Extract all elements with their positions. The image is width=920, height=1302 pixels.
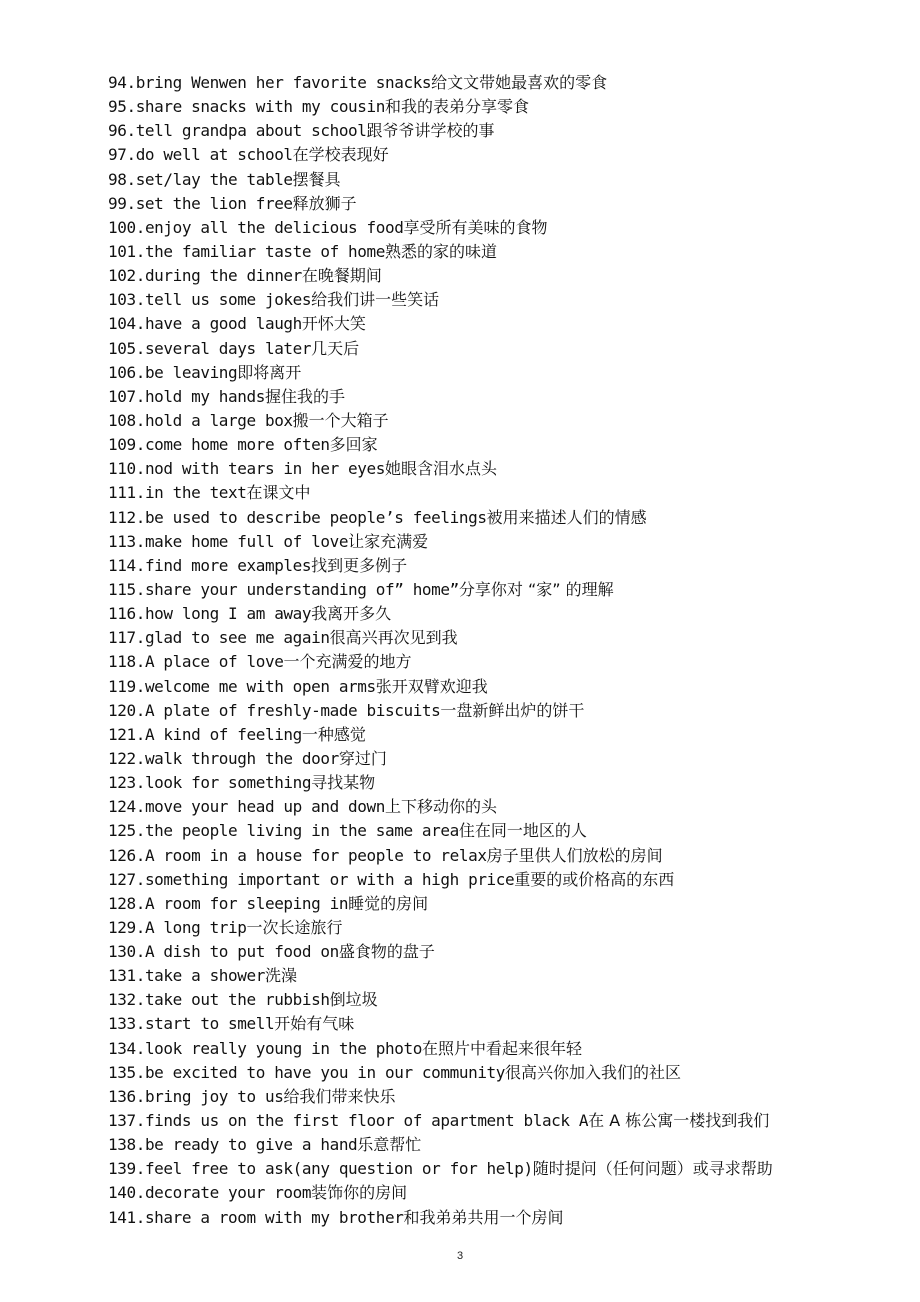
english-phrase: A kind of feeling — [144, 724, 302, 744]
item-number: 99. — [108, 193, 136, 213]
list-item — [108, 988, 868, 1012]
item-number: 115. — [108, 579, 145, 599]
item-number: 101. — [108, 241, 145, 261]
english-phrase: walk through the door — [144, 748, 339, 768]
english-phrase: something important or with a high price — [144, 869, 515, 889]
item-number: 104. — [108, 314, 145, 334]
chinese-translation: 住在同一地区的人 — [458, 821, 587, 841]
english-phrase: look really young in the photo — [144, 1038, 422, 1058]
chinese-translation: 在晚餐期间 — [301, 266, 382, 286]
item-number: 121. — [108, 724, 145, 744]
chinese-translation: 穿过门 — [338, 748, 387, 768]
list-item — [108, 1157, 868, 1181]
item-number: 96. — [108, 121, 136, 141]
item-number: 132. — [108, 990, 145, 1010]
chinese-translation: 寻找某物 — [311, 773, 376, 793]
chinese-translation: 乐意帮忙 — [357, 1135, 422, 1155]
chinese-translation: 洗澡 — [264, 966, 297, 986]
list-item — [108, 892, 868, 916]
item-number: 102. — [108, 266, 145, 286]
english-phrase: share a room with my brother — [144, 1207, 404, 1227]
list-item — [108, 554, 868, 578]
chinese-translation: 装饰你的房间 — [311, 1183, 408, 1203]
item-number: 126. — [108, 845, 145, 865]
item-number: 106. — [108, 362, 145, 382]
english-phrase: tell us some jokes — [144, 290, 312, 310]
chinese-translation: 盛食物的盘子 — [338, 942, 435, 962]
english-phrase: bring Wenwen her favorite snacks — [135, 73, 432, 92]
english-phrase: A room in a house for people to relax — [144, 845, 487, 865]
item-number: 113. — [108, 531, 145, 551]
list-item — [108, 312, 868, 336]
item-number: 114. — [108, 555, 145, 575]
chinese-translation: 多回家 — [329, 435, 378, 455]
list-item — [108, 264, 868, 288]
list-item — [108, 1109, 868, 1133]
list-item — [108, 119, 868, 143]
item-number: 130. — [108, 942, 145, 962]
english-phrase: hold my hands — [144, 386, 265, 406]
english-phrase: bring joy to us — [144, 1086, 284, 1106]
list-item — [108, 699, 868, 723]
item-number: 125. — [108, 821, 145, 841]
list-item — [108, 385, 868, 409]
item-number: 133. — [108, 1014, 145, 1034]
item-number: 138. — [108, 1135, 145, 1155]
item-number: 128. — [108, 893, 145, 913]
item-number: 137. — [108, 1111, 145, 1131]
english-phrase: be leaving — [144, 362, 238, 382]
list-item — [108, 940, 868, 964]
english-phrase: glad to see me again — [144, 628, 330, 648]
english-phrase: find more examples — [144, 555, 312, 575]
english-phrase: during the dinner — [144, 266, 302, 286]
english-phrase: have a good laugh — [144, 314, 302, 334]
item-number: 134. — [108, 1038, 145, 1058]
english-phrase: set/lay the table — [135, 169, 293, 189]
item-number: 94. — [108, 73, 136, 92]
chinese-translation: 找到更多例子 — [311, 555, 408, 575]
english-phrase: A long trip — [144, 917, 247, 937]
english-phrase: do well at school — [135, 145, 293, 165]
english-phrase: feel free to ask(any question or for help) — [144, 1159, 533, 1179]
item-number: 127. — [108, 869, 145, 889]
list-item — [108, 578, 868, 602]
list-item — [108, 602, 868, 626]
item-number: 100. — [108, 217, 145, 237]
item-number: 141. — [108, 1207, 145, 1227]
english-phrase: tell grandpa about school — [135, 121, 367, 141]
chinese-translation: 给我们带来快乐 — [283, 1086, 396, 1106]
chinese-translation: 一盘新鲜出炉的饼干 — [440, 700, 585, 720]
chinese-translation: 一种感觉 — [301, 724, 366, 744]
english-phrase: be ready to give a hand — [144, 1135, 358, 1155]
list-item — [108, 1037, 868, 1061]
item-number: 119. — [108, 676, 145, 696]
chinese-translation: 一个充满爱的地方 — [283, 652, 412, 672]
list-item — [108, 361, 868, 385]
list-item — [108, 650, 868, 674]
page-number: 3 — [456, 1250, 464, 1262]
chinese-translation: 我离开多久 — [311, 604, 392, 624]
list-item — [108, 1206, 868, 1230]
english-phrase: start to smell — [144, 1014, 275, 1034]
chinese-translation: 让家充满爱 — [348, 531, 429, 551]
english-phrase: finds us on the first floor of apartment black A — [144, 1111, 589, 1131]
list-item — [108, 481, 868, 505]
item-number: 107. — [108, 386, 145, 406]
item-number: 105. — [108, 338, 145, 358]
english-phrase: nod with tears in her eyes — [144, 459, 385, 479]
list-item — [108, 409, 868, 433]
english-phrase: look for something — [144, 773, 312, 793]
item-number: 124. — [108, 797, 145, 817]
english-phrase: set the lion free — [135, 193, 293, 213]
chinese-translation: 和我的表弟分享零食 — [385, 97, 530, 117]
chinese-translation: 给我们讲一些笑话 — [311, 290, 440, 310]
chinese-translation: 上下移动你的头 — [385, 797, 498, 817]
list-item — [108, 433, 868, 457]
english-phrase: enjoy all the delicious food — [144, 217, 404, 237]
list-item — [108, 916, 868, 940]
item-number: 140. — [108, 1183, 145, 1203]
item-number: 136. — [108, 1086, 145, 1106]
list-item — [108, 506, 868, 530]
english-phrase: decorate your room — [144, 1183, 312, 1203]
list-item — [108, 192, 868, 216]
english-phrase: A place of love — [144, 652, 284, 672]
list-item — [108, 675, 868, 699]
list-item — [108, 337, 868, 361]
list-item — [108, 819, 868, 843]
chinese-translation: 很高兴你加入我们的社区 — [505, 1062, 682, 1082]
item-number: 112. — [108, 507, 145, 527]
item-number: 129. — [108, 917, 145, 937]
english-phrase: be excited to have you in our community — [144, 1062, 506, 1082]
item-number: 108. — [108, 410, 145, 430]
item-number: 135. — [108, 1062, 145, 1082]
list-item — [108, 95, 868, 119]
chinese-translation: 享受所有美味的食物 — [403, 217, 548, 237]
english-phrase: A plate of freshly-made biscuits — [144, 700, 441, 720]
chinese-translation: 摆餐具 — [292, 169, 341, 189]
list-item — [108, 723, 868, 747]
list-item — [108, 747, 868, 771]
item-number: 111. — [108, 483, 145, 503]
chinese-translation: 房子里供人们放松的房间 — [486, 845, 663, 865]
item-number: 109. — [108, 435, 145, 455]
list-item — [108, 168, 868, 192]
list-item — [108, 868, 868, 892]
chinese-translation: 随时提问（任何问题）或寻求帮助 — [532, 1159, 773, 1179]
english-phrase: take a shower — [144, 966, 265, 986]
list-item — [108, 795, 868, 819]
chinese-translation: 跟爷爷讲学校的事 — [366, 121, 495, 141]
english-phrase: share your understanding of” home” — [144, 579, 459, 599]
chinese-translation: 即将离开 — [237, 362, 302, 382]
phrase-list — [108, 71, 868, 1230]
list-item — [108, 626, 868, 650]
item-number: 110. — [108, 459, 145, 479]
item-number: 97. — [108, 145, 136, 165]
item-number: 98. — [108, 169, 136, 189]
english-phrase: move your head up and down — [144, 797, 385, 817]
english-phrase: A dish to put food on — [144, 942, 339, 962]
english-phrase: in the text — [144, 483, 247, 503]
list-item — [108, 1012, 868, 1036]
item-number: 123. — [108, 773, 145, 793]
chinese-translation: 开怀大笑 — [301, 314, 366, 334]
chinese-translation: 重要的或价格高的东西 — [514, 869, 675, 889]
english-phrase: hold a large box — [144, 410, 293, 430]
english-phrase: several days later — [144, 338, 312, 358]
item-number: 120. — [108, 700, 145, 720]
chinese-translation: 在 A 栋公寓一楼找到我们 — [588, 1111, 770, 1131]
item-number: 118. — [108, 652, 145, 672]
list-item — [108, 1181, 868, 1205]
english-phrase: be used to describe people’s feelings — [144, 507, 487, 527]
chinese-translation: 和我弟弟共用一个房间 — [403, 1207, 564, 1227]
chinese-translation: 她眼含泪水点头 — [385, 459, 498, 479]
list-item — [108, 240, 868, 264]
chinese-translation: 握住我的手 — [264, 386, 345, 406]
list-item — [108, 288, 868, 312]
chinese-translation: 搬一个大箱子 — [292, 410, 389, 430]
item-number: 139. — [108, 1159, 145, 1179]
list-item — [108, 143, 868, 167]
chinese-translation: 分享你对 “家” 的理解 — [458, 579, 614, 599]
item-number: 131. — [108, 966, 145, 986]
chinese-translation: 睡觉的房间 — [348, 893, 429, 913]
chinese-translation: 倒垃圾 — [329, 990, 378, 1010]
chinese-translation: 很高兴再次见到我 — [329, 628, 458, 648]
chinese-translation: 熟悉的家的味道 — [385, 241, 498, 261]
chinese-translation: 张开双臂欢迎我 — [375, 676, 488, 696]
list-item — [108, 1061, 868, 1085]
list-item — [108, 964, 868, 988]
chinese-translation: 在课文中 — [246, 483, 311, 503]
chinese-translation: 几天后 — [311, 338, 360, 358]
chinese-translation: 被用来描述人们的情感 — [486, 507, 647, 527]
item-number: 103. — [108, 290, 145, 310]
item-number: 117. — [108, 628, 145, 648]
english-phrase: take out the rubbish — [144, 990, 330, 1010]
english-phrase: welcome me with open arms — [144, 676, 376, 696]
chinese-translation: 一次长途旅行 — [246, 917, 343, 937]
chinese-translation: 开始有气味 — [274, 1014, 355, 1034]
item-number: 122. — [108, 748, 145, 768]
english-phrase: how long I am away — [144, 604, 312, 624]
list-item — [108, 1133, 868, 1157]
english-phrase: A room for sleeping in — [144, 893, 349, 913]
chinese-translation: 在照片中看起来很年轻 — [421, 1038, 582, 1058]
list-item — [108, 457, 868, 481]
list-item — [108, 216, 868, 240]
english-phrase: come home more often — [144, 435, 330, 455]
list-item — [108, 71, 868, 95]
english-phrase: make home full of love — [144, 531, 349, 551]
item-number: 95. — [108, 97, 136, 117]
chinese-translation: 释放狮子 — [292, 193, 357, 213]
list-item — [108, 771, 868, 795]
chinese-translation: 给文文带她最喜欢的零食 — [431, 73, 608, 92]
list-item — [108, 844, 868, 868]
list-item — [108, 530, 868, 554]
english-phrase: the people living in the same area — [144, 821, 459, 841]
chinese-translation: 在学校表现好 — [292, 145, 389, 165]
english-phrase: the familiar taste of home — [144, 241, 385, 261]
list-item — [108, 1085, 868, 1109]
english-phrase: share snacks with my cousin — [135, 97, 385, 117]
item-number: 116. — [108, 604, 145, 624]
